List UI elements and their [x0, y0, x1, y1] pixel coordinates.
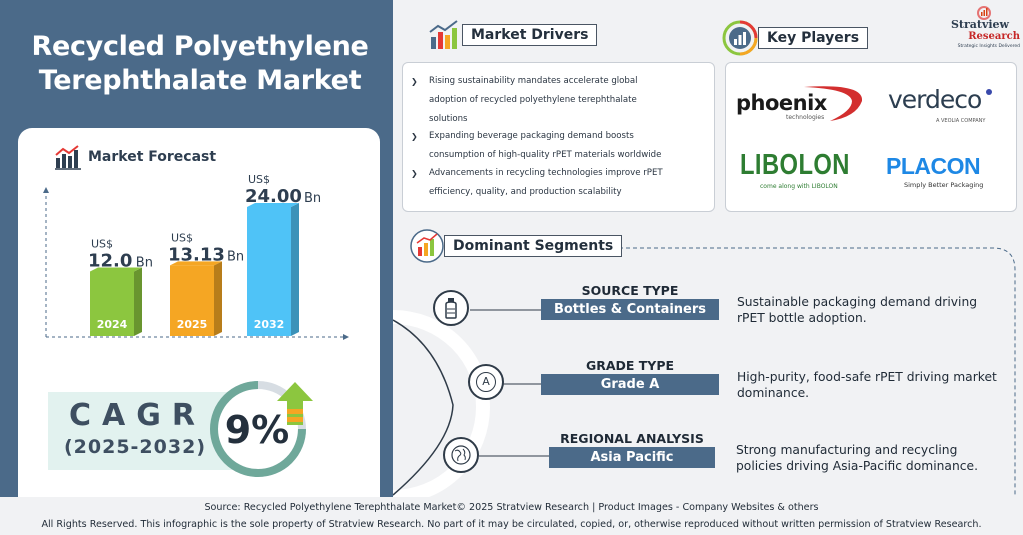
brand-name: Stratview: [950, 18, 1010, 31]
segment-2-desc: [737, 369, 1007, 401]
forecast-heading-text: Market Forecast: [88, 149, 217, 165]
logo-phoenix: [734, 83, 874, 123]
source-note: Source: Recycled Polyethylene Terephthalate Market© 2025 Stratview Research | Product Images - Company Websites & others: [204, 502, 819, 513]
bullet-icon: ❯: [411, 77, 418, 86]
brand-tagline: Strategic Insights Delivered: [957, 44, 1020, 49]
dominant-segments-tag: [410, 229, 622, 263]
segment-3-connector: [479, 446, 549, 466]
bar-year-label: 2024: [96, 318, 128, 331]
growth-bars-icon: [410, 229, 444, 263]
segment-1-desc: [737, 294, 1007, 326]
logo-placon: [886, 153, 1006, 193]
segment-1-desc-line-2: rPET bottle adoption.: [737, 311, 867, 325]
dominant-segments-heading: Dominant Segments: [444, 235, 622, 257]
phoenix-sub: technologies: [786, 114, 825, 121]
bar-currency-label: US$: [247, 173, 271, 186]
segment-3-type: REGIONAL ANALYSIS: [560, 431, 704, 446]
bar-side-2025: [214, 261, 222, 336]
segment-2-desc-line-1: High-purity, food-safe rPET driving market: [737, 370, 997, 384]
bar-year-label: 2032: [253, 318, 285, 331]
bars-group: [88, 173, 321, 336]
y-axis-arrow: [43, 187, 49, 193]
brand-logo: [938, 4, 1020, 54]
bar-side-2024: [134, 268, 142, 337]
bottle-icon: [433, 290, 469, 326]
segment-2-type: GRADE TYPE: [585, 358, 675, 373]
cagr-value: 9%: [224, 408, 290, 452]
driver-3-line-1: Advancements in recycling technologies improve rPET: [429, 168, 663, 178]
driver-item-1: [411, 72, 709, 129]
bar-year-label: 2025: [176, 318, 208, 331]
segment-2-desc-line-2: dominance.: [737, 386, 810, 400]
logo-verdeco: [886, 85, 1006, 125]
libolon-name: LIBOLON: [740, 149, 850, 181]
bar-side-2032: [291, 203, 299, 336]
driver-2-line-1: Expanding beverage packaging demand boosts: [429, 131, 634, 141]
segment-3-desc-line-1: Strong manufacturing and recycling: [736, 443, 958, 457]
phoenix-name: phoenix: [736, 91, 827, 115]
verdeco-name: verdeco: [888, 85, 982, 114]
bar-currency-label: US$: [90, 237, 114, 251]
segment-1-value: Bottles & Containers: [541, 299, 719, 320]
grade-a-icon: A: [468, 364, 504, 400]
driver-1-line-3: solutions: [429, 114, 468, 124]
market-drivers-tag: [428, 18, 597, 52]
bar-unit-label: Bn: [135, 255, 153, 271]
segment-3-desc: [736, 442, 1011, 474]
key-players-box: [725, 62, 1017, 212]
segment-1-connector: [470, 300, 550, 320]
cagr-years: (2025-2032): [63, 436, 206, 458]
cagr-label: CAGR: [69, 398, 206, 433]
bullet-icon: ❯: [411, 169, 418, 178]
globe-icon: [443, 437, 479, 473]
bar-unit-label: Bn: [304, 191, 322, 206]
placon-name: PLACON: [886, 153, 981, 179]
driver-3-line-2: efficiency, quality, and production scalability: [429, 187, 622, 197]
driver-2-line-2: consumption of high-quality rPET materials worldwide: [429, 150, 662, 160]
segment-1-type: SOURCE TYPE: [581, 283, 679, 298]
brand-sub: Research: [968, 31, 1020, 42]
forecast-bar-chart: [0, 0, 393, 353]
target-chart-icon: [722, 20, 758, 56]
x-axis-arrow: [343, 334, 349, 340]
driver-item-3: [411, 164, 709, 202]
market-drivers-heading: Market Drivers: [462, 24, 597, 46]
segment-1-desc-line-1: Sustainable packaging demand driving: [737, 295, 978, 309]
driver-item-2: [411, 127, 709, 165]
page-title-line-1: Recycled Polyethylene: [31, 31, 369, 62]
rights-note: All Rights Reserved. This infographic is the sole property of Stratview Research. No part of it may be circulated, copied, or, otherwise reproduced without written permission of Stratview Research.: [41, 519, 982, 530]
segment-2-value: Grade A: [541, 374, 719, 395]
growth-chart-icon: [428, 18, 462, 52]
key-players-heading: Key Players: [758, 27, 868, 49]
libolon-sub: come along with LIBOLON: [760, 183, 838, 190]
logo-libolon: [740, 149, 870, 193]
bullet-icon: ❯: [411, 132, 418, 141]
placon-sub: Simply Better Packaging: [904, 181, 984, 189]
market-drivers-box: [402, 62, 715, 212]
bar-unit-label: Bn: [227, 249, 245, 265]
verdeco-dot-icon: [986, 89, 992, 95]
bar-value-label: 13.13: [168, 244, 225, 266]
bar-value-label: 12.0: [88, 250, 133, 272]
bar-value-label: 24.00: [245, 186, 302, 207]
key-players-tag: [722, 20, 868, 56]
page-title-line-2: Terephthalate Market: [38, 65, 362, 96]
bar-currency-label: US$: [170, 231, 194, 245]
segment-3-desc-line-2: policies driving Asia-Pacific dominance.: [736, 459, 978, 473]
verdeco-sub: A VEOLIA COMPANY: [936, 118, 986, 124]
driver-1-line-1: Rising sustainability mandates accelerate global: [429, 76, 638, 86]
driver-1-line-2: adoption of recycled polyethylene terephthalate: [429, 95, 637, 105]
bar-2032: [247, 207, 291, 336]
segment-3-value: Asia Pacific: [549, 447, 715, 468]
